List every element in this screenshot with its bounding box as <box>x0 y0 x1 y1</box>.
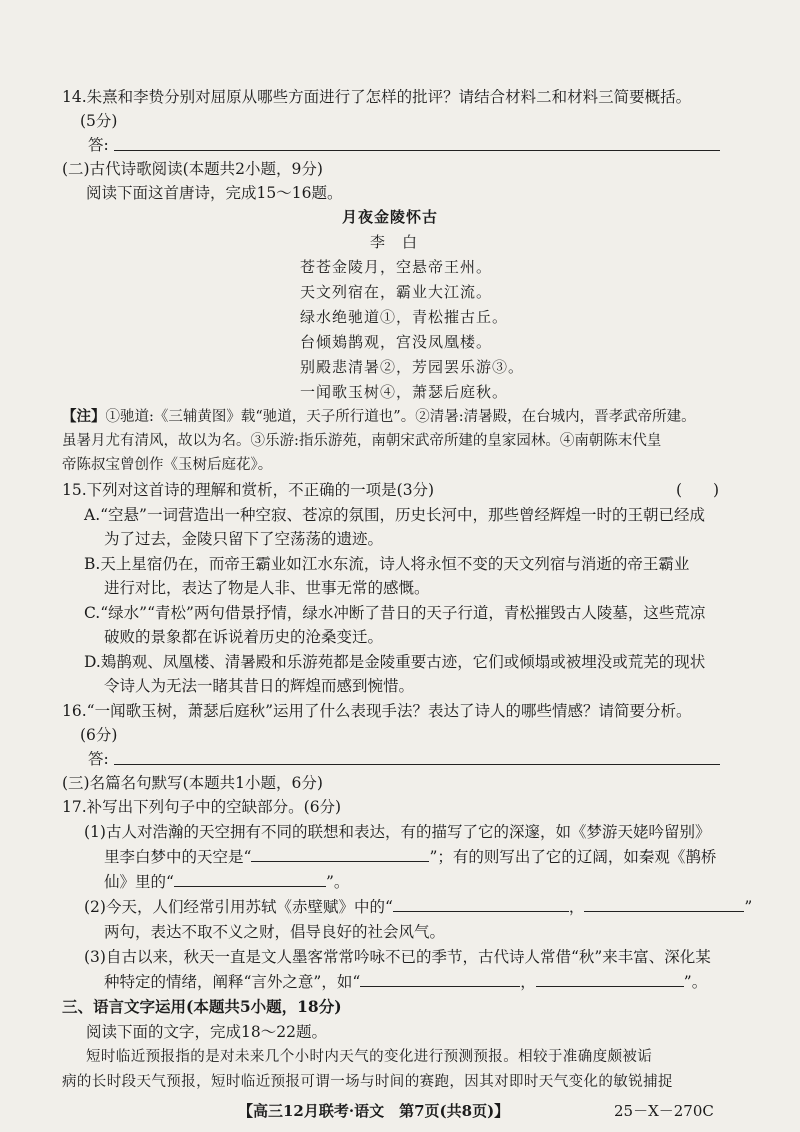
q15-stem: 15.下列对这首诗的理解和赏析，不正确的一项是(3分) <box>62 481 435 499</box>
q17-blank-1[interactable] <box>251 846 429 862</box>
note-line3: 帝陈叔宝曾创作《玉树后庭花》。 <box>62 457 273 473</box>
q17-part1-line3 <box>104 871 349 893</box>
q16-score: (6分) <box>80 726 118 744</box>
part3-heading: 三、语言文字运用(本题共5小题，18分) <box>62 997 342 1016</box>
q16-answer-line[interactable] <box>114 764 720 765</box>
q14-score: (5分) <box>80 112 118 130</box>
q17-part1-text-2: ”；有的则写出了它的辽阔，如秦观《鹊桥 <box>429 848 717 866</box>
q15-answer-paren[interactable]: ( ) <box>676 481 720 499</box>
q17-part3-line1: (3)自古以来，秋天一直是文人墨客常常吟咏不已的季节，古代诗人常借“秋”来丰富、深化某 <box>84 948 711 966</box>
poem-line: 别殿悲清暑②，芳园罢乐游③。 <box>300 358 525 376</box>
poem-line: 绿水绝驰道①，青松摧古丘。 <box>300 308 509 326</box>
q15-option-b-cont: 进行对比，表达了物是人非、世事无常的感慨。 <box>104 579 430 597</box>
q17-part1-text-4: ”。 <box>325 873 350 891</box>
q17-part2-text: (2)今天，人们经常引用苏轼《赤壁赋》中的“ <box>84 898 393 916</box>
poem-author: 李 白 <box>370 233 419 251</box>
q14-answer-label: 答: <box>88 136 109 154</box>
q15-option-a-cont: 为了过去，金陵只留下了空荡荡的遗迹。 <box>104 530 384 548</box>
sec2-heading: (二)古代诗歌阅读(本题共2小题，9分) <box>62 160 323 178</box>
q15-option-c[interactable]: C.“绿水”“青松”两句借景抒情，绿水冲断了昔日的天子行道，青松摧毁古人陵墓，这些荒凉 <box>84 604 706 622</box>
poem-line: 一闻歌玉树④，萧瑟后庭秋。 <box>300 383 509 401</box>
q15-option-d-cont: 令诗人为无法一睹其昔日的辉煌而感到惋惜。 <box>104 677 415 695</box>
q17-part3-line2 <box>104 971 707 993</box>
footer-page-info: 【高三12月联考·语文 第7页(共8页)】 <box>238 1102 510 1120</box>
part3-body-line1: 短时临近预报指的是对未来几个小时内天气的变化进行预测预报。相较于准确度颇被诟 <box>86 1049 653 1065</box>
part3-body-line2: 病的长时段天气预报，短时临近预报可谓一场与时间的赛跑，因其对即时天气变化的敏锐捕捉 <box>62 1074 673 1090</box>
note-line2: 虽暑月尤有清风，故以为名。③乐游:指乐游苑，南朝宋武帝所建的皇家园林。④南朝陈末代皇 <box>62 433 662 449</box>
q17-blank-5[interactable] <box>360 971 520 987</box>
q17-part3-comma: ， <box>520 973 536 991</box>
q17-stem: 17.补写出下列句子中的空缺部分。(6分) <box>62 798 342 816</box>
q17-blank-4[interactable] <box>584 896 744 912</box>
sec2-intro: 阅读下面这首唐诗，完成15～16题。 <box>86 184 343 202</box>
q17-part2-close: ” <box>744 898 753 916</box>
q16-answer-label: 答: <box>88 750 109 768</box>
q17-part3-close: ”。 <box>683 973 708 991</box>
q17-part2-line2: 两句，表达不取不义之财，倡导良好的社会风气。 <box>104 923 446 941</box>
poem-line: 天文列宿在，霸业大江流。 <box>300 283 493 301</box>
poem-line: 苍苍金陵月，空悬帝王州。 <box>300 258 493 276</box>
q17-part1-text: 里李白梦中的天空是“ <box>104 848 252 866</box>
note-text: ①驰道:《三辅黄图》载“驰道，天子所行道也”。②清暑:清暑殿，在台城内，晋孝武帝所建。 <box>105 409 696 425</box>
q17-part2-line1 <box>84 896 752 918</box>
q15-option-a[interactable]: A.“空悬”一词营造出一种空寂、苍凉的氛围，历史长河中，那些曾经辉煌一时的王朝已经成 <box>84 506 705 524</box>
q15-option-c-cont: 破败的景象都在诉说着历史的沧桑变迁。 <box>104 628 384 646</box>
q17-part3-text: 种特定的情绪，阐释“言外之意”，如“ <box>104 973 361 991</box>
q17-part2-comma: ， <box>568 898 585 916</box>
note-line1 <box>62 406 696 428</box>
sec3-heading: (三)名篇名句默写(本题共1小题，6分) <box>62 774 323 792</box>
q17-blank-6[interactable] <box>536 971 684 987</box>
q17-part1-line1: (1)古人对浩瀚的天空拥有不同的联想和表达，有的描写了它的深邃，如《梦游天姥吟留别》 <box>84 823 711 841</box>
part3-intro: 阅读下面的文字，完成18～22题。 <box>86 1023 327 1041</box>
q17-blank-2[interactable] <box>174 871 326 887</box>
q15-option-b[interactable]: B.天上星宿仍在，而帝王霸业如江水东流，诗人将永恒不变的天文列宿与消逝的帝王霸业 <box>84 555 690 573</box>
q17-part1-line2 <box>104 846 716 868</box>
q14-line1: 14.朱熹和李贽分别对屈原从哪些方面进行了怎样的批评？请结合材料二和材料三简要概括。 <box>62 88 692 106</box>
q17-blank-3[interactable] <box>393 896 569 912</box>
footer-code: 25－X－270C <box>614 1102 714 1120</box>
q15-option-d[interactable]: D.鳷鹊观、凤凰楼、清暑殿和乐游苑都是金陵重要古迹，它们或倾塌或被埋没或荒芜的现状 <box>84 653 706 671</box>
poem-line: 台倾鳷鹊观，宫没凤凰楼。 <box>300 333 493 351</box>
q16-line1: 16.“一闻歌玉树，萧瑟后庭秋”运用了什么表现手法？表达了诗人的哪些情感？请简要分析。 <box>62 702 692 720</box>
note-label: 【注】 <box>62 408 106 425</box>
q14-answer-line[interactable] <box>114 150 720 151</box>
q17-part1-text-3: 仙》里的“ <box>104 873 174 891</box>
poem-title: 月夜金陵怀古 <box>342 208 439 226</box>
